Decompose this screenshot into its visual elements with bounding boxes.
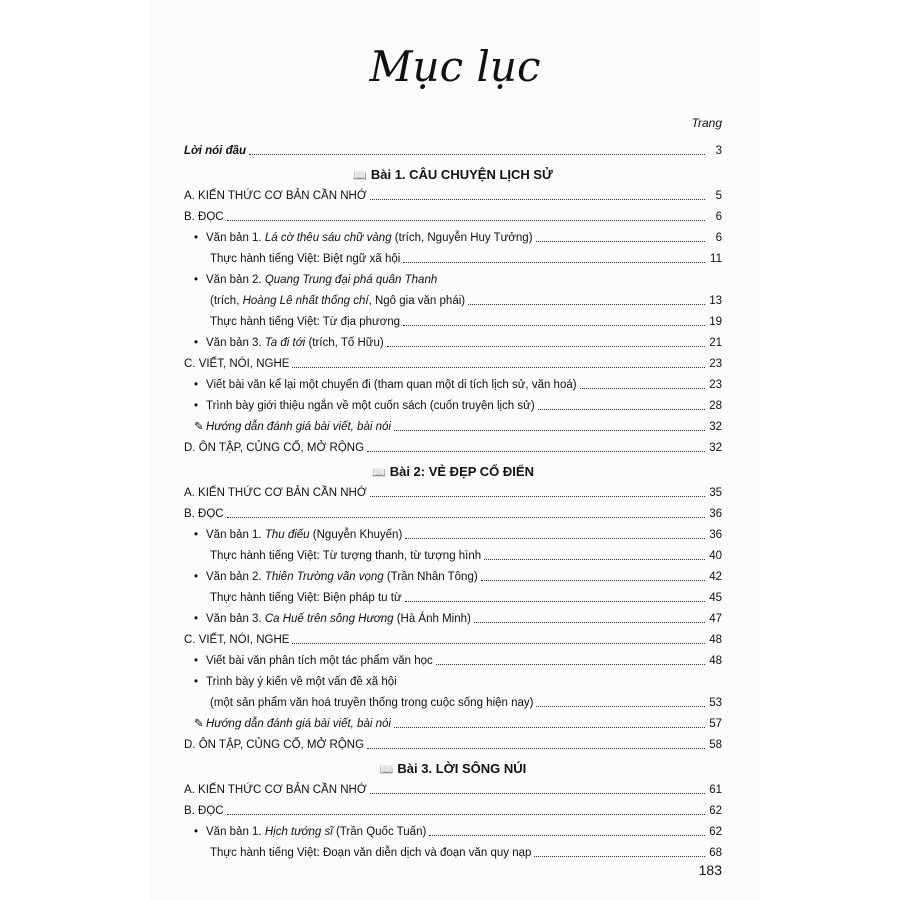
bullet-icon: • bbox=[194, 655, 199, 667]
bullet-icon: • bbox=[194, 232, 199, 244]
toc-entry: B. ĐỌC 6 bbox=[184, 211, 722, 223]
pencil-icon: ✎ bbox=[194, 718, 204, 730]
toc-entry: • Trình bày giới thiệu ngắn về một cuốn sách (cuốn truyện lịch sử) 28 bbox=[194, 400, 722, 412]
book-icon: 📖 bbox=[372, 467, 386, 479]
toc-entry-preface: Lời nói đầu 3 bbox=[184, 145, 722, 157]
toc-entry: • Văn bản 1. Lá cờ thêu sáu chữ vàng (trích, Nguyễn Huy Tưởng) 6 bbox=[194, 232, 722, 244]
bullet-icon: • bbox=[194, 613, 199, 625]
toc-entry: (một sản phẩm văn hoá truyền thống trong cuộc sống hiện nay) 53 bbox=[210, 697, 722, 709]
table-of-contents bbox=[184, 137, 722, 860]
toc-entry: B. ĐỌC 36 bbox=[184, 508, 722, 520]
bullet-icon: • bbox=[194, 676, 199, 688]
bullet-icon: • bbox=[194, 571, 199, 583]
lesson-heading-3: 📖 Bài 3. LỜI SÔNG NÚI bbox=[379, 761, 527, 776]
toc-entry: A. KIẾN THỨC CƠ BẢN CẦN NHỚ 5 bbox=[184, 190, 722, 202]
bullet-icon: • bbox=[194, 400, 199, 412]
toc-entry: A. KIẾN THỨC CƠ BẢN CẦN NHỚ 35 bbox=[184, 487, 722, 499]
toc-entry: ✎ Hướng dẫn đánh giá bài viết, bài nói 32 bbox=[194, 421, 722, 433]
book-icon: 📖 bbox=[379, 764, 394, 776]
toc-entry: (trích, Hoàng Lê nhất thống chí, Ngô gia văn phái) 13 bbox=[210, 295, 722, 307]
toc-entry: C. VIẾT, NÓI, NGHE 48 bbox=[184, 634, 722, 646]
toc-entry: • Viết bài văn phân tích một tác phẩm văn học 48 bbox=[194, 655, 722, 667]
toc-entry: C. VIẾT, NÓI, NGHE 23 bbox=[184, 358, 722, 370]
bullet-icon: • bbox=[194, 274, 199, 286]
toc-entry: • Viết bài văn kể lại một chuyến đi (tham quan một di tích lịch sử, văn hoá) 23 bbox=[194, 379, 722, 391]
toc-entry: A. KIẾN THỨC CƠ BẢN CẦN NHỚ 61 bbox=[184, 784, 722, 796]
toc-entry: Thực hành tiếng Việt: Đoạn văn diễn dịch và đoạn văn quy nạp 68 bbox=[210, 847, 722, 859]
toc-entry: Thực hành tiếng Việt: Biệt ngữ xã hội 11 bbox=[210, 253, 722, 265]
toc-entry: Thực hành tiếng Việt: Từ tượng thanh, từ tượng hình 40 bbox=[210, 550, 722, 562]
toc-entry: • Văn bản 1. Thu điếu (Nguyễn Khuyến) 36 bbox=[194, 529, 722, 541]
toc-entry: B. ĐỌC 62 bbox=[184, 805, 722, 817]
toc-entry: ✎ Hướng dẫn đánh giá bài viết, bài nói 57 bbox=[194, 718, 722, 730]
toc-entry: D. ÔN TẬP, CỦNG CỐ, MỞ RỘNG 32 bbox=[184, 442, 722, 454]
page-column-header: Trang bbox=[691, 116, 722, 130]
toc-entry: • Văn bản 1. Hịch tướng sĩ (Trần Quốc Tuấn) 62 bbox=[194, 826, 722, 838]
toc-entry: Thực hành tiếng Việt: Từ địa phương 19 bbox=[210, 316, 722, 328]
lesson-heading-2: 📖 Bài 2: VẺ ĐẸP CỔ ĐIỂN bbox=[372, 464, 534, 479]
toc-entry: Thực hành tiếng Việt: Biện pháp tu từ 45 bbox=[210, 592, 722, 604]
page-number: 183 bbox=[698, 862, 722, 878]
bullet-icon: • bbox=[194, 529, 199, 541]
book-icon: 📖 bbox=[353, 170, 367, 182]
bullet-icon: • bbox=[194, 379, 199, 391]
toc-entry: • Văn bản 2. Quang Trung đại phá quân Thanh bbox=[194, 274, 438, 286]
bullet-icon: • bbox=[194, 337, 199, 349]
toc-entry: • Văn bản 3. Ta đi tới (trích, Tố Hữu) 21 bbox=[194, 337, 722, 349]
toc-entry: • Trình bày ý kiến về một vấn đề xã hội bbox=[194, 676, 397, 688]
pencil-icon: ✎ bbox=[194, 421, 204, 433]
lesson-heading-1: 📖 Bài 1. CÂU CHUYỆN LỊCH SỬ bbox=[353, 167, 553, 182]
page-title: Mục lục bbox=[369, 42, 541, 91]
toc-entry: D. ÔN TẬP, CỦNG CỐ, MỞ RỘNG 58 bbox=[184, 739, 722, 751]
toc-entry: • Văn bản 3. Ca Huế trên sông Hương (Hà Ánh Minh) 47 bbox=[194, 613, 722, 625]
toc-entry: • Văn bản 2. Thiên Trường vãn vọng (Trần Nhân Tông) 42 bbox=[194, 571, 722, 583]
bullet-icon: • bbox=[194, 826, 199, 838]
book-page bbox=[150, 0, 760, 900]
